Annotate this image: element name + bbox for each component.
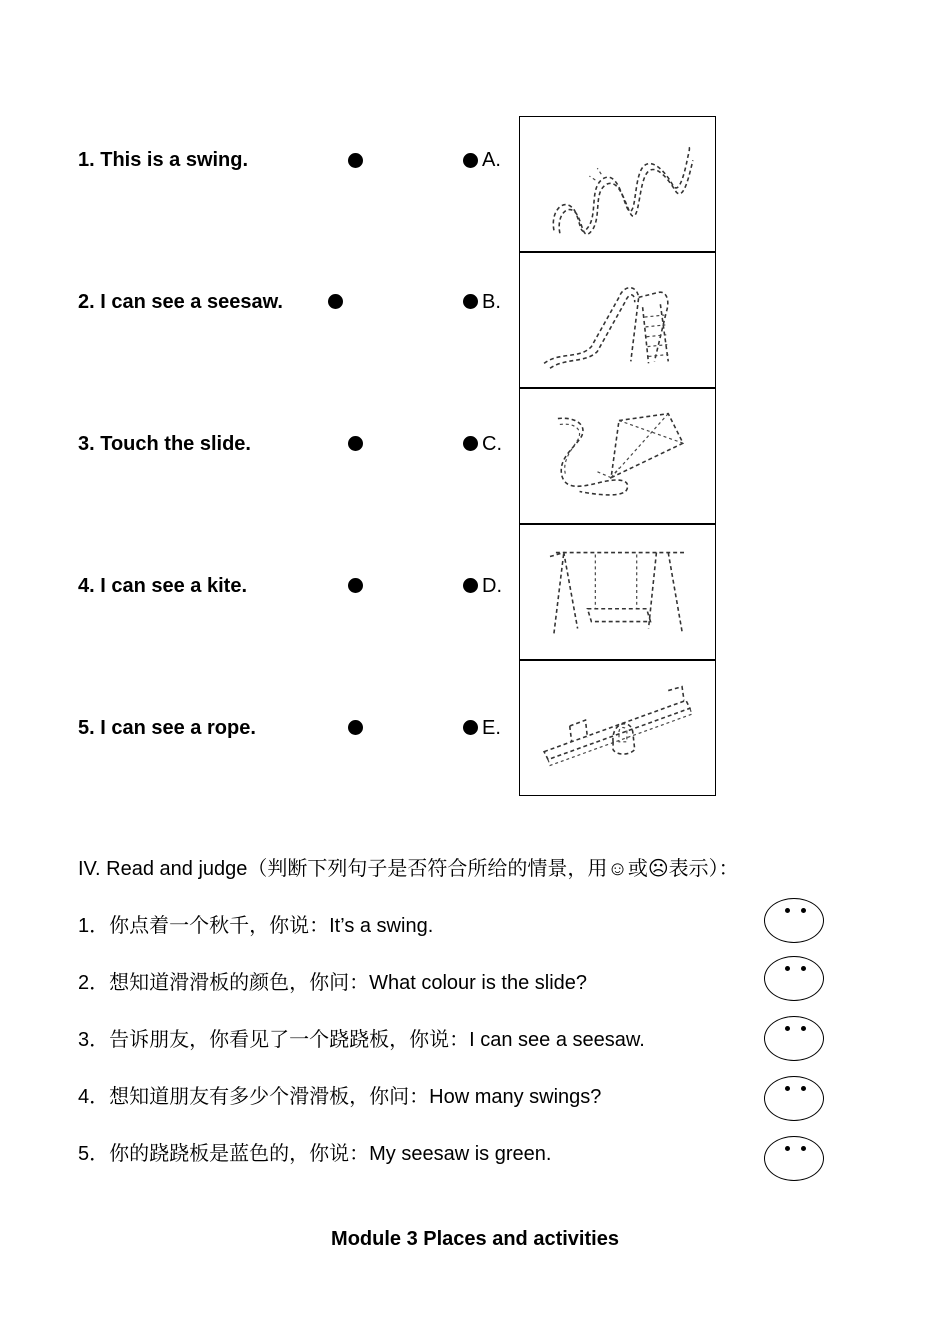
judge-item-number: 4． bbox=[78, 1086, 110, 1108]
eye-icon bbox=[785, 908, 790, 913]
match-sentence-5: 5. I can see a rope. bbox=[78, 717, 256, 739]
judge-item-text: 想知道朋友有多少个滑滑板，你问：How many swings? bbox=[109, 1086, 602, 1108]
right-match-dot-a[interactable] bbox=[463, 153, 478, 168]
blank-face-1[interactable] bbox=[764, 898, 824, 943]
judge-item-text: 你的跷跷板是蓝色的，你说：My seesaw is green. bbox=[109, 1143, 552, 1165]
picture-box-a bbox=[519, 116, 716, 252]
eye-icon bbox=[785, 966, 790, 971]
picture-box-e bbox=[519, 660, 716, 796]
right-match-dot-e[interactable] bbox=[463, 720, 478, 735]
judge-item-number: 3． bbox=[78, 1029, 110, 1051]
slide-picture bbox=[520, 253, 715, 387]
left-match-dot-5[interactable] bbox=[348, 720, 363, 735]
judge-item-2 bbox=[78, 970, 587, 996]
module-title: Module 3 Places and activities bbox=[331, 1228, 619, 1250]
picture-box-c bbox=[519, 388, 716, 524]
rope-picture bbox=[520, 117, 715, 251]
option-letter-c: C. bbox=[482, 433, 502, 455]
eye-icon bbox=[785, 1146, 790, 1151]
judge-item-text: 告诉朋友，你看见了一个跷跷板，你说：I can see a seesaw. bbox=[109, 1029, 645, 1051]
eye-icon bbox=[801, 1026, 806, 1031]
swing-picture bbox=[520, 525, 715, 659]
judge-item-number: 1． bbox=[78, 915, 110, 937]
judge-item-text: 想知道滑滑板的颜色，你问：What colour is the slide? bbox=[109, 972, 588, 994]
eye-icon bbox=[785, 1086, 790, 1091]
judge-item-number: 5． bbox=[78, 1143, 110, 1165]
picture-box-d bbox=[519, 524, 716, 660]
left-match-dot-4[interactable] bbox=[348, 578, 363, 593]
blank-face-3[interactable] bbox=[764, 1016, 824, 1061]
eye-icon bbox=[801, 908, 806, 913]
left-match-dot-3[interactable] bbox=[348, 436, 363, 451]
kite-picture bbox=[520, 389, 715, 523]
match-sentence-2: 2. I can see a seesaw. bbox=[78, 291, 283, 313]
judge-item-4 bbox=[78, 1084, 601, 1110]
right-match-dot-b[interactable] bbox=[463, 294, 478, 309]
right-match-dot-c[interactable] bbox=[463, 436, 478, 451]
blank-face-5[interactable] bbox=[764, 1136, 824, 1181]
judge-item-3 bbox=[78, 1027, 645, 1053]
option-letter-e: E. bbox=[482, 717, 501, 739]
blank-face-2[interactable] bbox=[764, 956, 824, 1001]
left-match-dot-1[interactable] bbox=[348, 153, 363, 168]
right-match-dot-d[interactable] bbox=[463, 578, 478, 593]
eye-icon bbox=[801, 966, 806, 971]
eye-icon bbox=[785, 1026, 790, 1031]
eye-icon bbox=[801, 1146, 806, 1151]
seesaw-picture bbox=[520, 661, 715, 795]
match-sentence-3: 3. Touch the slide. bbox=[78, 433, 251, 455]
option-letter-d: D. bbox=[482, 575, 502, 597]
picture-box-b bbox=[519, 252, 716, 388]
judge-item-text: 你点着一个秋千，你说：It’s a swing. bbox=[109, 915, 434, 937]
left-match-dot-2[interactable] bbox=[328, 294, 343, 309]
section-title-read-and-judge: IV. Read and judge（判断下列句子是否符合所给的情景，用☺或☹表示）： bbox=[78, 858, 739, 880]
match-sentence-1: 1. This is a swing. bbox=[78, 149, 249, 171]
match-sentence-4: 4. I can see a kite. bbox=[78, 575, 247, 597]
option-letter-b: B. bbox=[482, 291, 501, 313]
blank-face-4[interactable] bbox=[764, 1076, 824, 1121]
option-letter-a: A. bbox=[482, 149, 501, 171]
eye-icon bbox=[801, 1086, 806, 1091]
judge-item-number: 2． bbox=[78, 972, 110, 994]
judge-item-1 bbox=[78, 913, 433, 939]
judge-item-5 bbox=[78, 1141, 551, 1167]
